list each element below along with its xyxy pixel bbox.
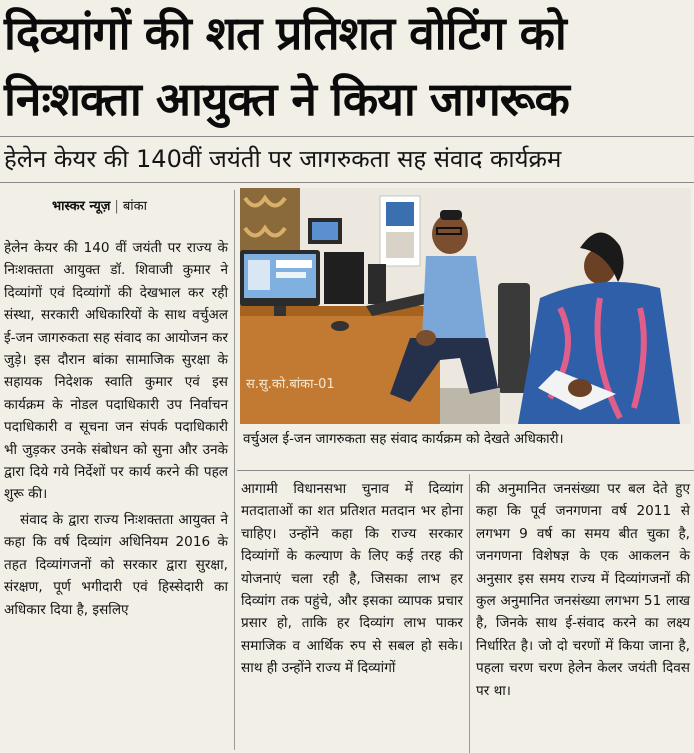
byline [52,196,147,218]
article-paragraph-2: संवाद के द्वारा राज्य निःशक्तता आयुक्त ने कहा कि वर्ष दिव्यांग अधिनियम 2016 के तहत दिव्यांगजनों को सरकार द्वारा सुरक्षा, संरक्षण, पूर्ण भगीदारी एवं हिस्सेदारी का अधिकार दिया है, इसलिए [4,511,228,618]
column-divider [234,190,235,750]
article-column-3 [476,478,690,705]
news-photo-image [240,188,691,424]
headline-line-2: निःशक्ता आयुक्त ने किया जागरूक [4,72,569,126]
byline-place: बांका [122,199,147,214]
column-divider-2 [469,474,470,753]
headline-line-1: दिव्यांगों की शत प्रतिशत वोटिंग को [4,6,566,60]
article-paragraph-1: हेलेन केयर की 140 वीं जयंती पर राज्य के निःशक्तता आयुक्त डॉ. शिवाजी कुमार ने दिव्यांगों एवं दिव्यांगों की देखभाल कर रही संस्था, सरकारी अधिकारियों के साथ वर्चुअल ई-जन जागरुकता सह संवाद का आयोजन कर जुड़े। इस दौरान बांका सामाजिक सुरक्षा के सहायक निदेशक स्वाति कुमार एवं इस कार्यक्रम के नोडल पदाधिकारी उप निर्वाचन पदाधिकारी व सूचना जन संपर्क पदाधिकारी भी जुड़कर उनके संबोधन को सुना और उनके द्वारा दिये गये निर्देशों पर कार्य करने की पहल शुरू की। [4,240,228,503]
caption-divider [237,470,694,471]
article-column-1 [4,237,228,624]
article-column-2 [241,478,463,683]
subheadline: हेलेन केयर की 140वीं जयंती पर जागरुकता सह संवाद कार्यक्रम [4,145,562,173]
news-photo [240,188,691,424]
desk-sign-text: स.सु.को.बांका-01 [246,377,335,392]
headline-divider [0,136,694,137]
photo-caption: वर्चुअल ई-जन जागरुकता सह संवाद कार्यक्रम को देखते अधिकारी। [243,432,564,447]
byline-source: भास्कर न्यूज़ [52,199,111,214]
article-column-2-text: आगामी विधानसभा चुनाव में दिव्यांग मतदाताओं का शत प्रतिशत मतदान भर होना चाहिए। उन्होंने कहा कि राज्य सरकार दिव्यांगों के कल्याण के लिए कई तरह की योजनाएं चला रही है, जिसका लाभ हर दिव्यांग तक पहुंचे, और इसका व्यापक प्रचार प्रसार हो, ताकि हर दिव्यांग लाभ पाकर समाजिक व आर्थिक रुप से सबल हो सके। साथ ही उन्होंने राज्य में दिव्यांगों [241,481,463,677]
headline [4,0,690,132]
byline-separator: | [114,199,119,214]
subhead-divider [0,182,694,183]
article-column-3-text: की अनुमानित जनसंख्या पर बल देते हुए कहा कि पूर्व जनगणना वर्ष 2011 से लगभग 9 वर्ष का समय बीत चुका है, जनगणना विशेषज्ञ के एक आकलन के अनुसार इस समय राज्य में दिव्यांगजनों की कुल अनुमानित जनसंख्या लगभग 51 लाख है, जिनके साथ ई-संवाद करने का लक्ष्य निर्धारित है। जो दो चरणों में किया जाना है, पहला चरण चरण हेलेन केलर जयंती दिवस पर था। [476,481,690,699]
